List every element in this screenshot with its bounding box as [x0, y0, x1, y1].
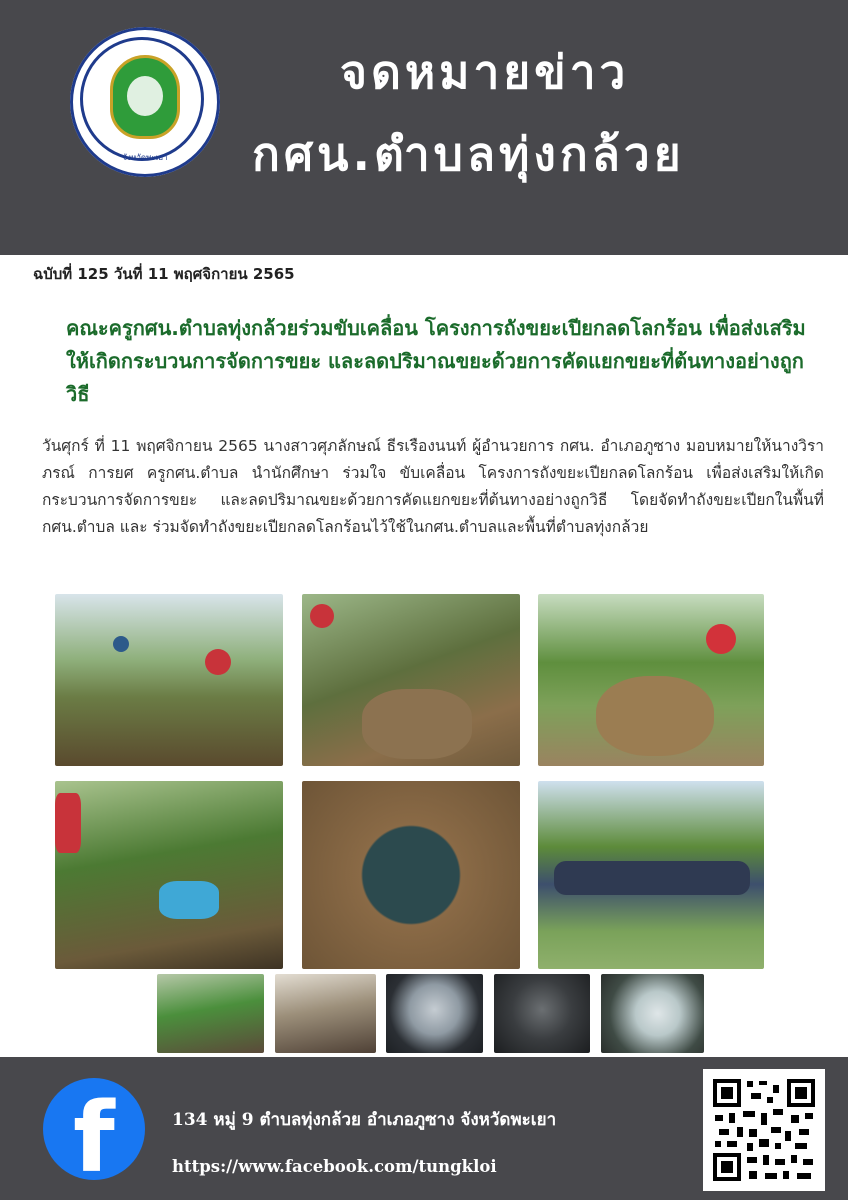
facebook-f-glyph: f: [73, 1082, 115, 1180]
photo-basket: [538, 594, 764, 766]
watering-can: [159, 881, 219, 919]
photo-group: [538, 781, 764, 969]
thumbnail-2: [275, 974, 376, 1053]
page-title-line1: จดหมายข่าว: [340, 45, 630, 99]
person-blue-shirt: [113, 636, 129, 652]
person-red-shirt: [706, 624, 736, 654]
organization-logo: [70, 27, 220, 177]
logo-emblem-inner: [127, 76, 163, 116]
person-red-shirt: [310, 604, 334, 628]
logo-caption: จังหวัดพะเยา: [122, 153, 168, 162]
article-body: วันศุกร์ ที่ 11 พฤศจิกายน 2565 นางสาวศุภลักษณ์ ธีรเรืองนนท์ ผู้อำนวยการ กศน. อำเภอภูซาง มอบหมายให้นางวิราภรณ์ การยศ ครูกศน.ตำบล นำนักศึกษา ร่วมใจ ขับเคลื่อน โครงการถังขยะเปียกลดโลกร้อน เพื่อส่งเสริมให้เกิดกระบวนการจัดการขยะ และลดปริมาณขยะด้วยการคัดแยกขยะที่ต้นทางอย่างถูกวิธี โดยจัดทำถังขยะเปียกในพื้นที่ กศน.ตำบล และ ร่วมจัดทำถังขยะเปียกลดโลกร้อนไว้ใช้ในกศน.ตำบลและพื้นที่ตำบลทุ่งกล้วย: [42, 437, 824, 536]
article-headline: คณะครูกศน.ตำบลทุ่งกล้วยร่วมขับเคลื่อน โครงการถังขยะเปียกลดโลกร้อน เพื่อส่งเสริมให้เกิดกระบวนการจัดการขยะ และลดปริมาณขยะด้วยการคัดแยกขยะที่ต้นทางอย่างถูกวิธี: [66, 316, 806, 406]
logo-emblem: [110, 55, 180, 139]
photo-building-bin: [302, 594, 520, 766]
thumbnail-4: [494, 974, 590, 1053]
qr-code-graphic: [713, 1079, 815, 1181]
thumbnail-1: [157, 974, 264, 1053]
photo-bin-lid: [302, 781, 520, 969]
person-red-shirt: [55, 793, 81, 853]
person-red-shirt: [205, 649, 231, 675]
page-title-line2: กศน.ตำบลทุ่งกล้วย: [252, 127, 685, 181]
facebook-link[interactable]: https://www.facebook.com/tungkloi: [172, 1157, 497, 1176]
thumbnail-5: [601, 974, 704, 1053]
photo-watering: [55, 781, 283, 969]
photo-digging: [55, 594, 283, 766]
issue-info: ฉบับที่ 125 วันที่ 11 พฤศจิกายน 2565: [33, 265, 295, 283]
footer-address: 134 หมู่ 9 ตำบลทุ่งกล้วย อำเภอภูซาง จังหวัดพะเยา: [172, 1110, 557, 1130]
woven-basket: [596, 676, 714, 756]
woven-basket: [362, 689, 472, 759]
group-of-people: [554, 861, 750, 895]
facebook-icon[interactable]: [43, 1078, 145, 1180]
qr-code[interactable]: [703, 1069, 825, 1191]
thumbnail-3: [386, 974, 483, 1053]
